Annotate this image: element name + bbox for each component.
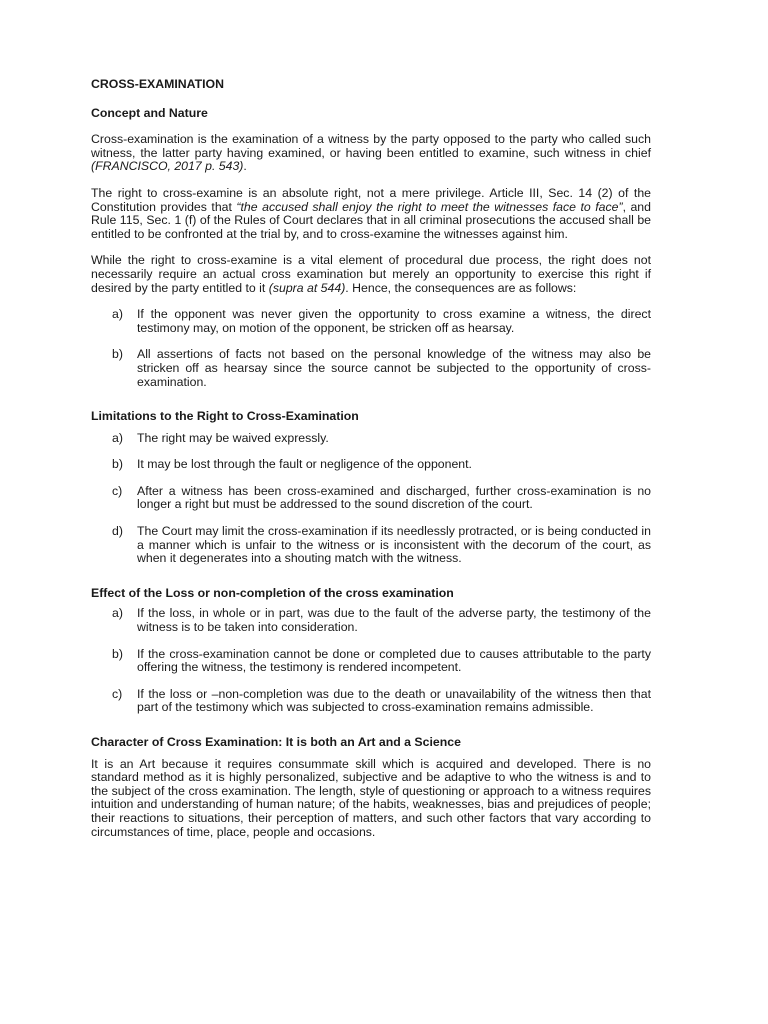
consequences-list bbox=[91, 308, 651, 389]
document-body bbox=[91, 78, 651, 852]
paragraph-right: The right to cross-examine is an absolute right, not a mere privilege. Article III, Sec. 14 (2) of the Constitution provides that “the accused shall enjoy the right to meet the witnesses face to face”, and Rule 115, Sec. 1 (f) of the Rules of Court declares that in all criminal prosecutions the accused shall be entitled to be confronted at the trial by, and to cross-examine the witnesses against him. bbox=[91, 185, 651, 241]
section-heading-concept: Concept and Nature bbox=[91, 105, 208, 120]
citation: (supra at 544) bbox=[268, 280, 346, 295]
document-title: CROSS-EXAMINATION bbox=[91, 77, 224, 91]
list-item: c) If the loss or –non-completion was due to the death or unavailability of the witness then that part of the testimony which was subjected to cross-examination remains admissible. bbox=[112, 686, 651, 715]
section-heading-character: Character of Cross Examination: It is both an Art and a Science bbox=[91, 735, 461, 749]
list-item: a) If the loss, in whole or in part, was due to the fault of the adverse party, the testimony of the witness is to be taken into consideration. bbox=[112, 606, 651, 635]
list-item: a) The right may be waived expressly. bbox=[112, 430, 329, 445]
paragraph-due-process: While the right to cross-examine is a vital element of procedural due process, the right does not necessarily require an actual cross examination but merely an opportunity to exercise this right if desired by the party entitled to it (supra at 544). Hence, the consequences are as follows: bbox=[91, 253, 651, 295]
citation: (FRANCISCO, 2017 p. 543) bbox=[91, 159, 244, 174]
list-item: b) If the cross-examination cannot be done or completed due to causes attributable to the party offering the witness, the testimony is rendered incompetent. bbox=[112, 646, 651, 675]
list-item: b) All assertions of facts not based on the personal knowledge of the witness may also be stricken off as hearsay since the source cannot be subjected to the opportunity of cross-examination. bbox=[112, 347, 651, 389]
section-heading-limitations: Limitations to the Right to Cross-Examination bbox=[91, 409, 359, 424]
paragraph-definition: Cross-examination is the examination of a witness by the party opposed to the party who called such witness, the latter party having examined, or having been entitled to examine, such witness in chief (FRANCISCO, 2017 p. 543). bbox=[91, 132, 651, 174]
list-item: b) It may be lost through the fault or negligence of the opponent. bbox=[112, 457, 472, 472]
quotation: “the accused shall enjoy the right to meet the witnesses face to face” bbox=[236, 199, 623, 214]
paragraph-art: It is an Art because it requires consummate skill which is acquired and developed. There is no standard method as it is highly personalized, subjective and be adaptive to who the witness is and to the subject of the cross examination. The length, style of questioning or approach to a witness requires intuition and understanding of human nature; of the habits, weaknesses, bias and prejudices of people; their reactions to situations, their perception of matters, and such other factors that vary according to circumstances of time, place, people and occasions. bbox=[91, 756, 651, 839]
list-item: d) The Court may limit the cross-examination if its needlessly protracted, or is being conducted in a manner which is unfair to the witness or is inconsistent with the decorum of the court, as when it degenerates into a shouting match with the witness. bbox=[112, 524, 651, 566]
limitations-list bbox=[91, 432, 651, 566]
effects-list bbox=[91, 607, 651, 715]
section-heading-effect: Effect of the Loss or non-completion of the cross examination bbox=[91, 585, 454, 600]
list-item: a) If the opponent was never given the opportunity to cross examine a witness, the direct testimony may, on motion of the opponent, be stricken off as hearsay. bbox=[112, 307, 651, 335]
list-item: c) After a witness has been cross-examined and discharged, further cross-examination is no longer a right but must be addressed to the sound discretion of the court. bbox=[112, 483, 651, 512]
